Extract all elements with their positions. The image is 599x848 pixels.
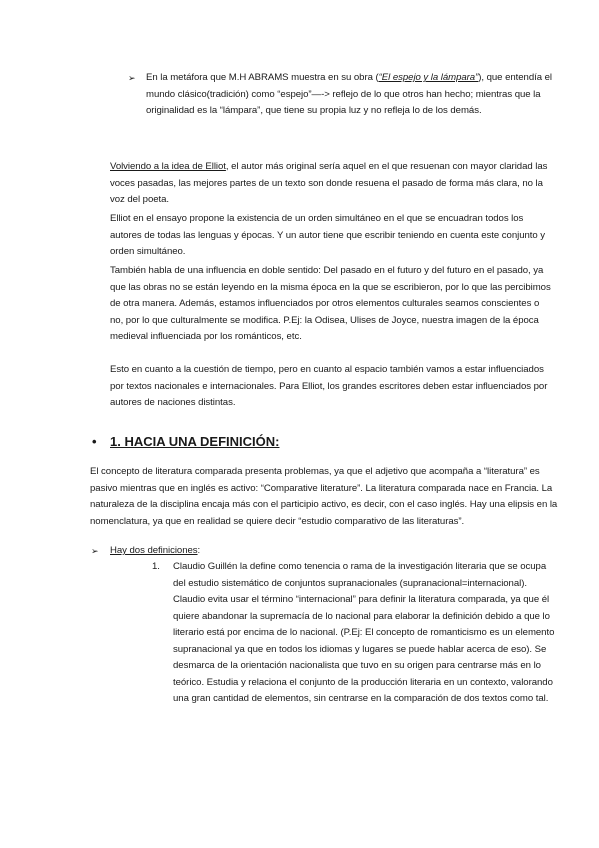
elliot-paragraph [110,159,552,209]
abrams-text-pre: En la metáfora que M.H ABRAMS muestra en su obra ( [146,72,379,83]
section-heading: 1. HACIA UNA DEFINICIÓN: [110,434,280,449]
definitions-label-line [110,543,200,560]
abrams-work-title: “El espejo y la lámpara” [378,72,479,83]
heading-bullet-icon: • [92,434,97,449]
definition-item-guillen: Claudio Guillén la define como tenencia o rama de la investigación literaria que se ocupa del estudio sistemático de conjuntos supranacionales (supranacional=internacional). Claudio evita usar el término “internacional” para definir la literatura comparada, ya que él quiere abandonar la supremacía de lo nacional para elaborar la definición debido a que lo literario está por encima de lo nacional. (P.Ej: El concepto de romanticismo es un elemento supranacional ya que en todos los idiomas y lugares se puede hablar acerca de eso). Se desmarca de la orientación nacionalista que tuvo en su origen para centrarse más en lo teórico. Estudia y relaciona el conjunto de la producción literaria en un contexto, valorando una gran cantidad de elementos, sin centrarse en la comparación de dos textos como tal. [173,561,555,704]
abrams-paragraph [146,70,556,120]
definition-intro-paragraph: El concepto de literatura comparada presenta problemas, ya que el adjetivo que acompaña a “literatura” es pasivo mientras que en inglés es activo: “Comparative literature”. La literatura comparada nace en Francia. La naturaleza de la disciplina encaja más con el participio activo, es decir, con el caso inglés. Hay una elipsis en la nomenclatura, ya que en realidad se quiere decir “estudio comparativo de las literaturas”. [90,466,558,527]
arrow-bullet-icon: ➢ [128,73,136,83]
list-number: 1. [152,561,160,572]
doble-sentido-paragraph: También habla de una influencia en doble sentido: Del pasado en el futuro y del futuro en el pasado, ya que las obras no se están leyendo en la misma época en la que se escribieron, por lo que las percibimos de otra manera. Además, estamos influenciados por otros elementos culturales seamos conscientes o no, por lo que culturalmente se modifica. P.Ej: la Odisea, Ulises de Joyce, nuestra imagen de la época medieval influenciada por los románticos, etc. [110,265,551,342]
elliot-rest: , el autor más original sería aquel en el que resuenan con mayor claridad las voces pasadas, las mejores partes de un texto son donde resuena el pasado de forma más clara, no la voz del poeta. [110,161,548,205]
espacio-paragraph: Esto en cuanto a la cuestión de tiempo, pero en cuanto al espacio también vamos a estar influenciados por textos nacionales e internacionales. Para Elliot, los grandes escritores deben estar influenciados por autores de naciones distintas. [110,364,548,408]
definitions-colon: : [197,545,201,556]
definitions-label: Hay dos definiciones [110,545,198,556]
arrow-bullet-icon: ➢ [91,546,99,556]
orden-simultaneo-paragraph: Elliot en el ensayo propone la existencia de un orden simultáneo en el que se encuadran todos los autores de todas las lenguas y épocas. Y un autor tiene que escribir teniendo en cuenta este conjunto y orden simultáneo. [110,213,546,257]
elliot-lead: Volviendo a la idea de Elliot [110,161,226,172]
abrams-text-post: ), que entendía el mundo clásico(tradición) como “espejo”—-> reflejo de lo que otros han hecho; mientras que la originalidad es la “lámpara”, que tiene su propia luz y no refleja lo de los demás. [146,72,553,116]
